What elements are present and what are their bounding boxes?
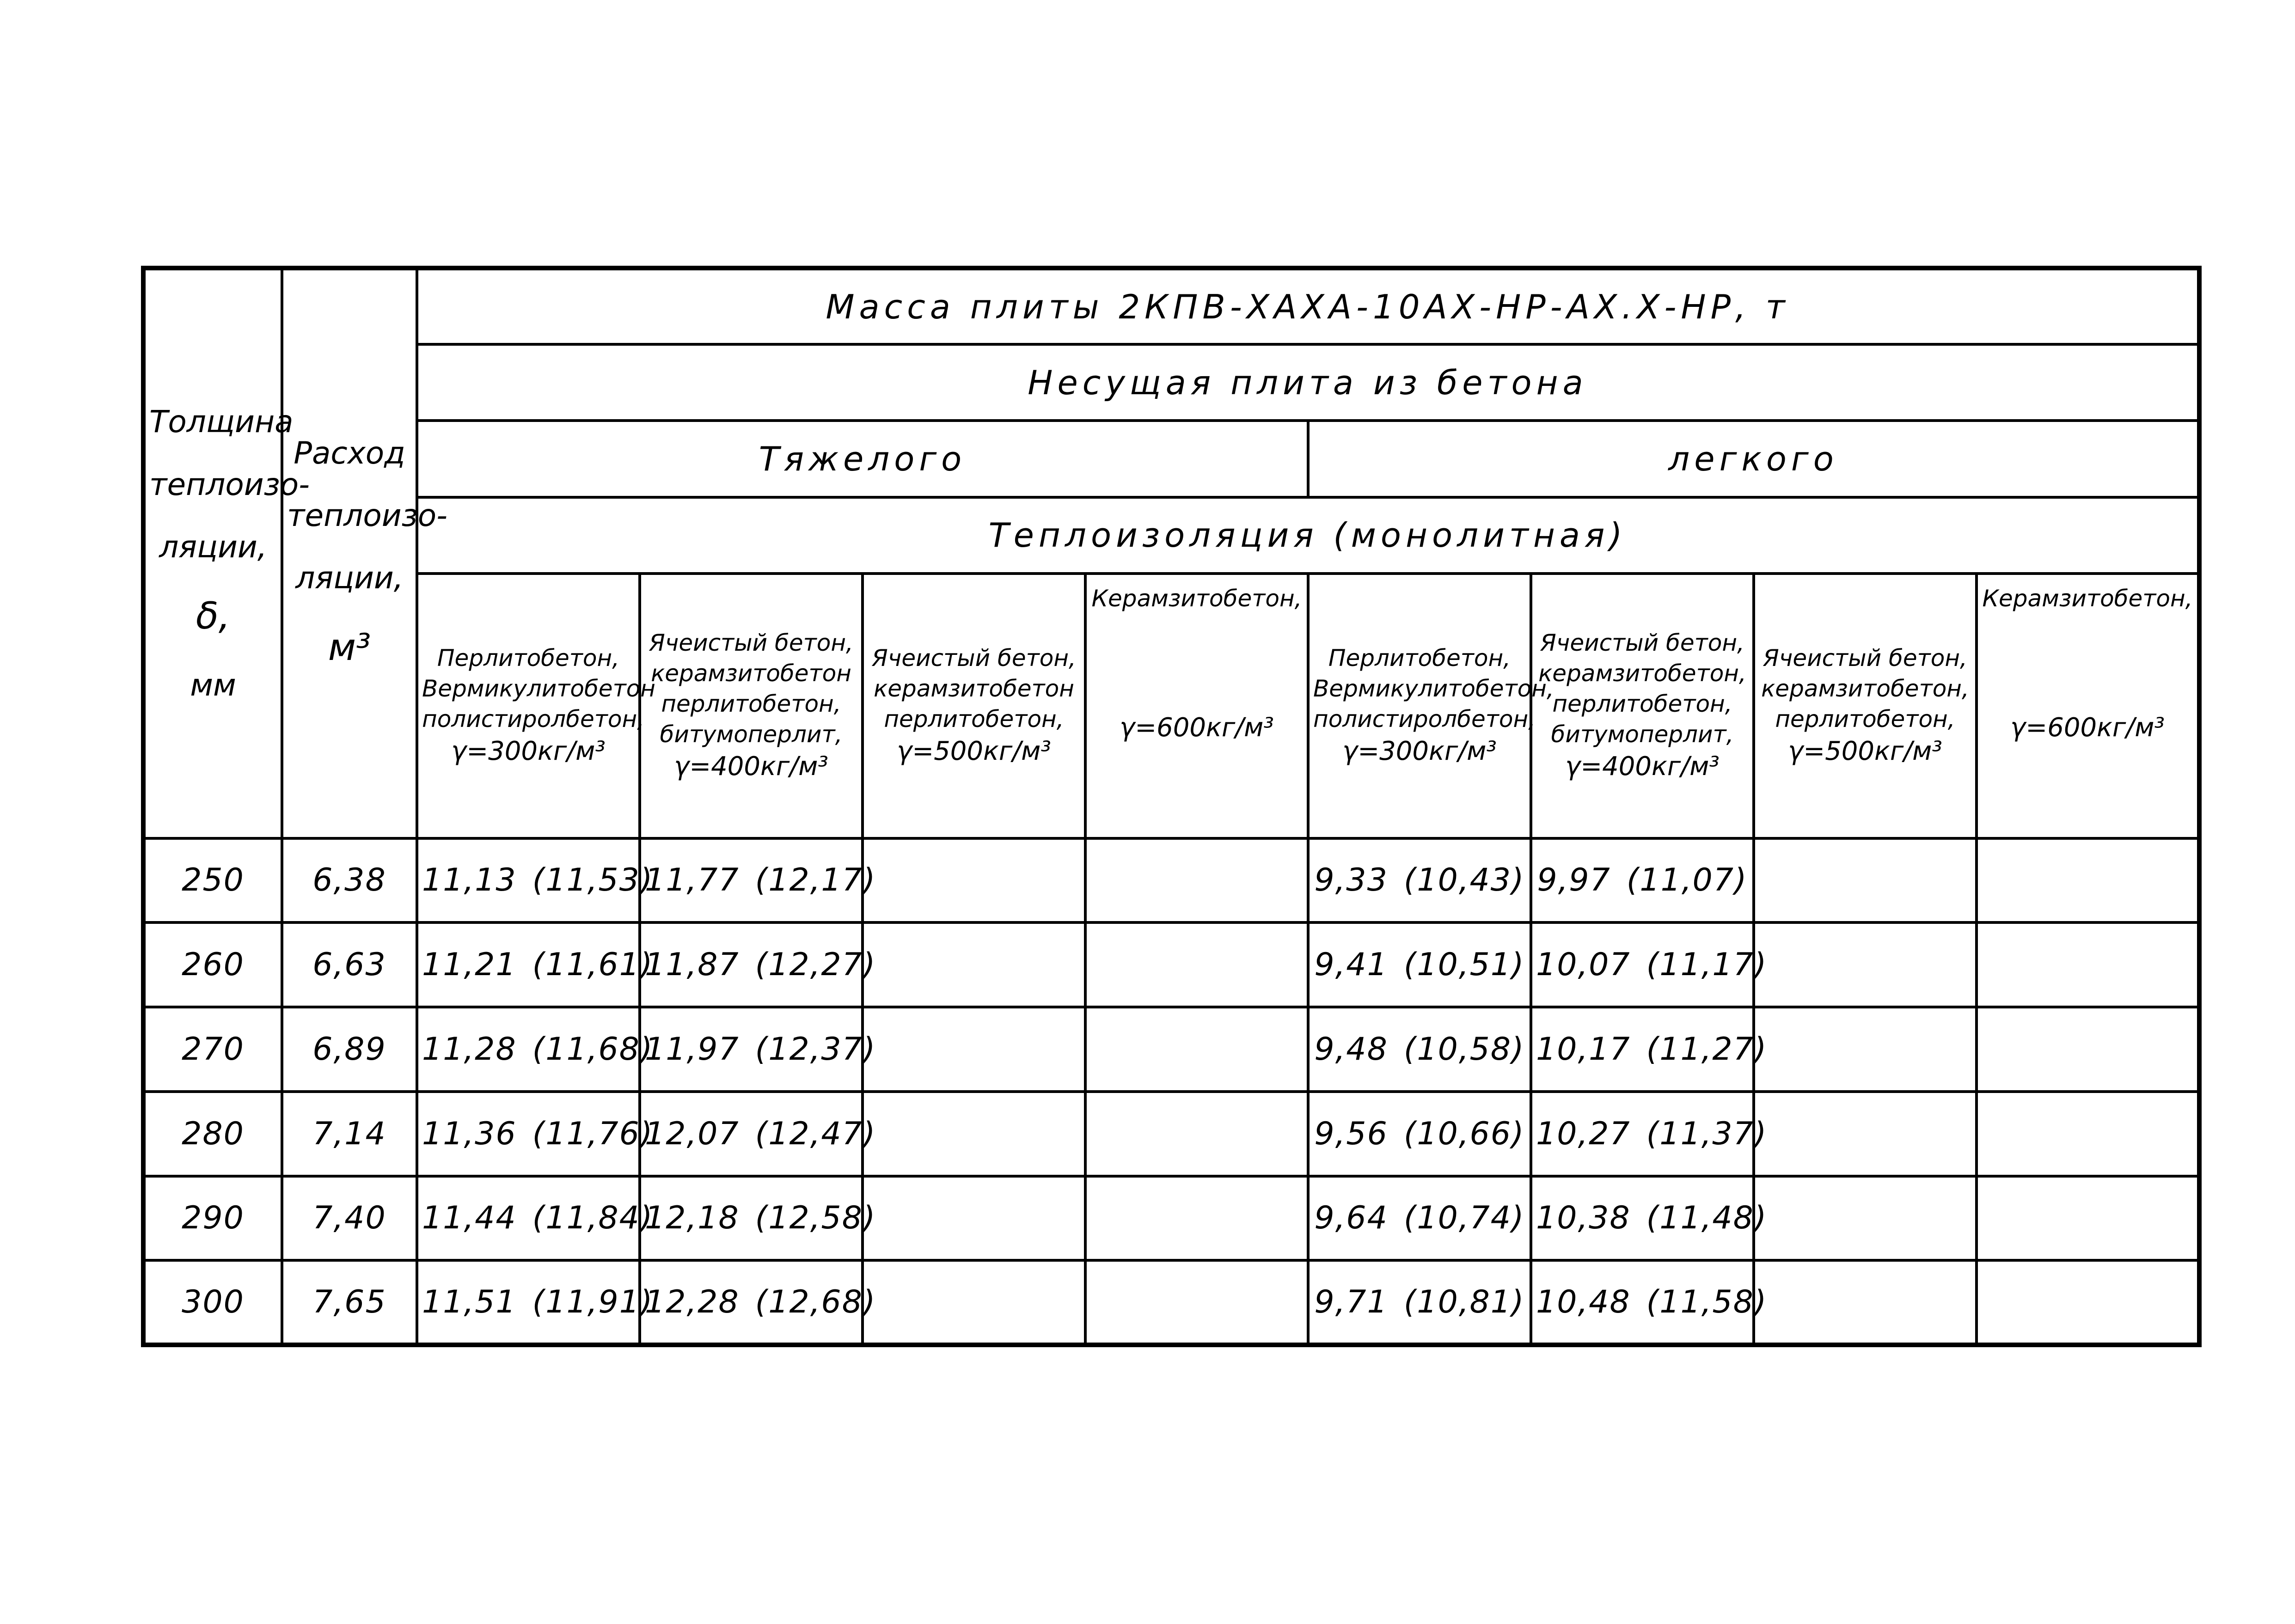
material-line: перлитобетон, [884, 706, 1064, 733]
material-header [863, 574, 1085, 838]
mass-value-alt: (10,81) [1403, 1284, 1525, 1321]
material-line: Вермикулитобетон, [1313, 675, 1554, 702]
mass-value-alt: (11,37) [1646, 1115, 1768, 1152]
mass-value: 11,77 [645, 862, 740, 899]
empty-cell [863, 838, 1085, 923]
mass-value: 11,13 [422, 862, 517, 899]
mass-cell [1308, 922, 1531, 1007]
mass-cell [1308, 1007, 1531, 1092]
mass-cell [640, 1260, 876, 1345]
consumption-cell: 6,38 [282, 838, 417, 923]
density-label: γ=600кг/м³ [2010, 712, 2165, 743]
material-header [1308, 574, 1554, 838]
mass-cell [640, 838, 876, 923]
density-label: γ=500кг/м³ [1788, 736, 1942, 767]
mass-value-alt: (10,43) [1403, 862, 1525, 899]
material-header [1977, 574, 2199, 838]
mass-value-alt: (11,07) [1626, 862, 1748, 899]
density-label: γ=300кг/м³ [1342, 736, 1497, 767]
mass-cell [417, 922, 654, 1007]
material-line: Вермикулитобетон [422, 675, 655, 702]
table-title: Масса плиты 2КПВ-ХАХА-10АХ-НР-АХ.Х-НР, т [417, 268, 2199, 344]
empty-cell [1085, 1092, 1308, 1176]
material-line: битумоперлит, [1551, 721, 1734, 748]
empty-cell [863, 1092, 1085, 1176]
thickness-cell: 250 [143, 838, 282, 923]
thickness-header-line3: ляции, [159, 529, 267, 565]
consumption-header-line2: теплоизо- [287, 498, 447, 534]
empty-cell [1977, 922, 2199, 1007]
mass-table [141, 266, 2202, 1347]
material-line: Керамзитобетон, [1982, 585, 2193, 612]
mass-value: 9,64 [1314, 1200, 1388, 1237]
material-header [1754, 574, 1977, 838]
empty-cell [1085, 1260, 1308, 1345]
mass-cell [640, 922, 876, 1007]
empty-cell [863, 1176, 1085, 1261]
light-concrete-header: легкого [1308, 421, 2199, 497]
mass-value-alt: (11,27) [1646, 1031, 1768, 1068]
material-header [417, 574, 655, 838]
mass-value-alt: (10,51) [1403, 946, 1525, 983]
empty-cell [1754, 922, 1977, 1007]
mass-cell [1531, 1092, 1768, 1176]
mass-value-alt: (11,17) [1646, 946, 1768, 983]
material-line: Ячеистый бетон, [872, 645, 1076, 672]
mass-value-alt: (12,37) [755, 1031, 876, 1068]
mass-cell [417, 1260, 654, 1345]
consumption-header-line1: Расход [294, 435, 405, 471]
material-line: Перлитобетон, [437, 645, 620, 672]
mass-value-alt: (12,58) [755, 1200, 876, 1237]
mass-value-alt: (11,68) [532, 1031, 654, 1068]
material-line: керамзитобетон [651, 660, 851, 687]
consumption-cell: 6,63 [282, 922, 417, 1007]
mass-value: 11,21 [422, 946, 517, 983]
empty-cell [863, 1007, 1085, 1092]
thickness-cell: 290 [143, 1176, 282, 1261]
insulation-header: Теплоизоляция (монолитная) [417, 497, 2199, 574]
consumption-header-line3: ляции, [295, 560, 404, 596]
empty-cell [1977, 1092, 2199, 1176]
mass-cell [417, 838, 654, 923]
mass-cell [1531, 922, 1768, 1007]
mass-value-alt: (11,58) [1646, 1284, 1768, 1321]
mass-value: 11,87 [645, 946, 740, 983]
mass-value: 10,48 [1536, 1284, 1631, 1321]
mass-value: 9,48 [1314, 1031, 1388, 1068]
density-label: γ=400кг/м³ [674, 751, 828, 782]
mass-cell [417, 1007, 654, 1092]
mass-value-alt: (10,66) [1403, 1115, 1525, 1152]
material-header [1085, 574, 1308, 838]
thickness-symbol: δ, [196, 594, 231, 638]
table-row [143, 1176, 2199, 1261]
mass-value: 12,28 [645, 1284, 740, 1321]
material-line: Ячеистый бетон, [649, 629, 853, 657]
material-line: перлитобетон, [661, 690, 841, 718]
empty-cell [863, 922, 1085, 1007]
mass-value: 12,18 [645, 1200, 740, 1237]
density-label: γ=300кг/м³ [451, 736, 606, 767]
mass-cell [1308, 1260, 1531, 1345]
consumption-unit: м³ [328, 625, 371, 669]
mass-value: 10,38 [1536, 1200, 1631, 1237]
mass-cell [1308, 1092, 1531, 1176]
density-label: γ=600кг/м³ [1120, 712, 1274, 743]
table-row [143, 1260, 2199, 1345]
table-row [143, 838, 2199, 923]
mass-cell [1531, 1007, 1768, 1092]
thickness-unit: мм [190, 667, 236, 703]
material-line: керамзитобетон, [1761, 675, 1969, 702]
mass-value-alt: (11,84) [532, 1200, 654, 1237]
mass-value: 9,56 [1314, 1115, 1388, 1152]
thickness-cell: 270 [143, 1007, 282, 1092]
mass-value-alt: (11,48) [1646, 1200, 1768, 1237]
empty-cell [1754, 1092, 1977, 1176]
mass-cell [640, 1176, 876, 1261]
empty-cell [1754, 838, 1977, 923]
mass-value-alt: (12,68) [755, 1284, 876, 1321]
mass-cell [1531, 1260, 1768, 1345]
empty-cell [1085, 1176, 1308, 1261]
mass-value: 9,97 [1537, 862, 1611, 899]
consumption-cell: 7,40 [282, 1176, 417, 1261]
material-line: полистиролбетон, [422, 706, 645, 733]
empty-cell [1977, 1007, 2199, 1092]
mass-value: 11,28 [422, 1031, 517, 1068]
consumption-cell: 7,14 [282, 1092, 417, 1176]
mass-value: 9,33 [1314, 862, 1388, 899]
empty-cell [1754, 1260, 1977, 1345]
mass-value: 9,41 [1314, 946, 1388, 983]
empty-cell [1977, 838, 2199, 923]
mass-value-alt: (11,53) [532, 862, 654, 899]
empty-cell [863, 1260, 1085, 1345]
material-line: перлитобетон, [1775, 706, 1955, 733]
material-line: керамзитобетон, [1538, 660, 1746, 687]
consumption-header [282, 268, 447, 838]
carrier-slab-header: Несущая плита из бетона [417, 344, 2199, 421]
mass-cell [1531, 838, 1754, 923]
mass-value: 10,27 [1536, 1115, 1631, 1152]
thickness-header-line2: теплоизо- [149, 466, 310, 502]
mass-value-alt: (10,58) [1403, 1031, 1525, 1068]
mass-cell [1308, 838, 1531, 923]
mass-value: 11,36 [422, 1115, 517, 1152]
empty-cell [1085, 922, 1308, 1007]
mass-value: 10,17 [1536, 1031, 1631, 1068]
density-label: γ=400кг/м³ [1565, 751, 1720, 782]
material-line: перлитобетон, [1552, 690, 1732, 718]
mass-value: 11,97 [645, 1031, 740, 1068]
mass-value-alt: (11,76) [532, 1115, 654, 1152]
material-line: полистиролбетон, [1313, 706, 1536, 733]
mass-cell [1531, 1176, 1768, 1261]
mass-value-alt: (11,91) [532, 1284, 654, 1321]
thickness-cell: 260 [143, 922, 282, 1007]
material-line: Ячеистый бетон, [1540, 629, 1744, 657]
thickness-cell: 300 [143, 1260, 282, 1345]
empty-cell [1754, 1176, 1977, 1261]
mass-cell [417, 1176, 654, 1261]
mass-value-alt: (12,27) [755, 946, 876, 983]
mass-cell [640, 1092, 876, 1176]
mass-value: 10,07 [1536, 946, 1631, 983]
mass-cell [640, 1007, 876, 1092]
consumption-cell: 7,65 [282, 1260, 417, 1345]
material-line: Керамзитобетон, [1091, 585, 1302, 612]
mass-value: 11,44 [422, 1200, 517, 1237]
mass-value-alt: (12,17) [755, 862, 876, 899]
empty-cell [1977, 1260, 2199, 1345]
material-line: Ячеистый бетон, [1763, 645, 1967, 672]
mass-cell [417, 1092, 654, 1176]
table-row [143, 1092, 2199, 1176]
mass-value: 12,07 [645, 1115, 740, 1152]
material-header [640, 574, 863, 838]
mass-cell [1308, 1176, 1531, 1261]
mass-value-alt: (10,74) [1403, 1200, 1525, 1237]
mass-value-alt: (12,47) [755, 1115, 876, 1152]
mass-value-alt: (11,61) [532, 946, 654, 983]
thickness-cell: 280 [143, 1092, 282, 1176]
table-row [143, 1007, 2199, 1092]
mass-value: 9,71 [1314, 1284, 1388, 1321]
empty-cell [1977, 1176, 2199, 1261]
density-label: γ=500кг/м³ [897, 736, 1051, 767]
thickness-header-line1: Толщина [149, 404, 294, 440]
material-line: Перлитобетон, [1328, 645, 1511, 672]
material-header [1531, 574, 1754, 838]
material-line: битумоперлит, [660, 721, 843, 748]
mass-value: 11,51 [422, 1284, 517, 1321]
empty-cell [1085, 838, 1308, 923]
thickness-header [143, 268, 310, 838]
consumption-cell: 6,89 [282, 1007, 417, 1092]
empty-cell [1754, 1007, 1977, 1092]
heavy-concrete-header: Тяжелого [417, 421, 1308, 497]
empty-cell [1085, 1007, 1308, 1092]
material-line: керамзитобетон [874, 675, 1074, 702]
table-row [143, 922, 2199, 1007]
